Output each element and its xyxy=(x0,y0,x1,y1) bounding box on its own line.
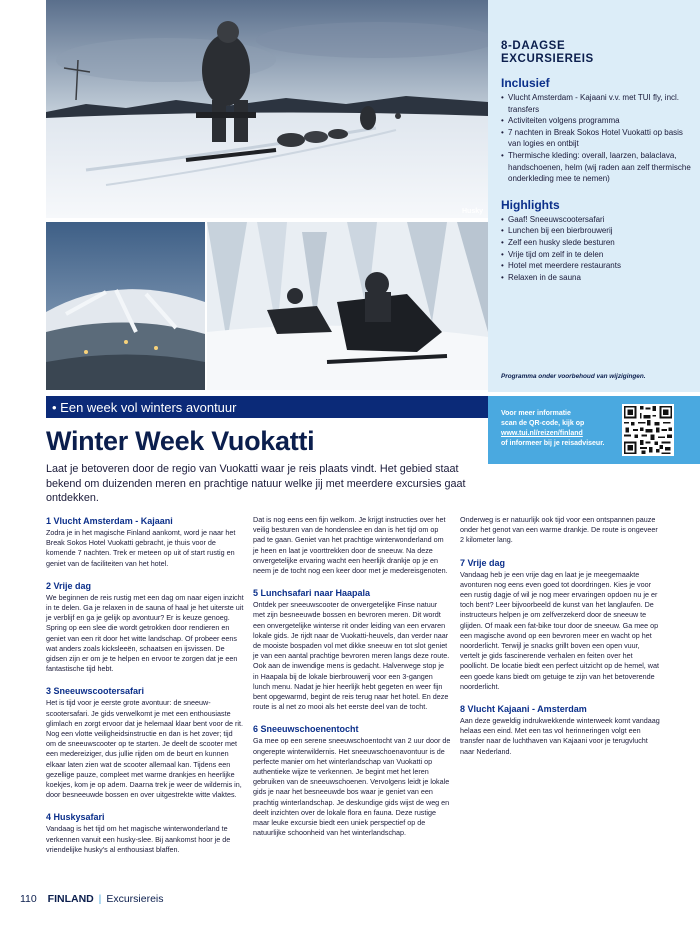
footer-country: FINLAND xyxy=(47,893,94,905)
day-4-section xyxy=(46,811,244,855)
ski-resort-photo xyxy=(46,222,205,390)
list-item: • Activiteiten volgens programma xyxy=(501,115,692,127)
page-footer xyxy=(20,893,164,905)
itinerary-column-2 xyxy=(253,515,451,849)
tui-finland-link[interactable]: www.tui.nl/reizen/finland xyxy=(501,430,583,437)
day-6-section xyxy=(253,723,451,838)
trip-type-line1: 8-DAAGSE xyxy=(501,40,566,52)
trip-info-panel xyxy=(488,0,700,392)
day-4-continued xyxy=(253,515,451,576)
inclusief-heading: Inclusief xyxy=(501,76,550,90)
day-title: 2 Vrije dag xyxy=(46,580,92,591)
day-title: 7 Vrije dag xyxy=(460,557,506,568)
itinerary-column-3 xyxy=(460,515,660,768)
day-8-section xyxy=(460,703,660,757)
day-text: Onderweg is er natuurlijk ook tijd voor een ontspannen pauze onder het genot van een warme drankje. De route is ongeveer 2 kilometer lang. xyxy=(460,515,658,545)
day-text: Aan deze geweldig indrukwekkende winterweek komt vandaag helaas een eind. Met een tas vol herinneringen volgt een transfer naar de luchthaven van Kajaani voor je terugvlucht naar Nederland. xyxy=(460,716,660,756)
day-title: 5 Lunchsafari naar Haapala xyxy=(253,588,371,599)
day-title: 6 Sneeuwschoenentocht xyxy=(253,724,359,735)
day-text: Ontdek per sneeuwscooter de onvergetelijke Finse natuur met zijn besneeuwde bossen en bevroren meren. Dit wordt een onvergetelijke winterse rit onder leiding van een ervaren lokale gids. Je rijdt naar de Vuokatti-heuvels, dan verder naar de mooiste bospaden vol met dikke sneeuw en tot slot geniet je van een aantal prachtige bevroren meren langs deze route. Ook aan de inwendige mens is gedacht. Halverwege stop je in Haapala bij de lokale bierbrouwerij voor een 3-gangen lunch menu. Nadat je hier heerlijk hebt gegeten en weer fijn bent opgewarmd, begint de reis terug naar het hotel. En deze route is al net zo mooi als het eerste deel van de tocht. xyxy=(253,600,450,712)
page-number: 110 xyxy=(20,893,37,905)
day-title: 1 Vlucht Amsterdam - Kajaani xyxy=(46,516,173,526)
list-item: • Gaaf! Sneeuwscootersafari xyxy=(501,214,692,226)
snowmobile-photo xyxy=(207,222,488,390)
list-item: • Zelf een husky slede besturen xyxy=(501,237,692,249)
day-text: Ga mee op een serene sneeuwschoentocht van 2 uur door de ongerepte winterwildernis. Het sneeuwschoenavontuur is de perfecte manier om het winterlandschap van Vuokatti op authentieke wijze te verkennen. Je begint met het leren gebruiken van de sneeuwschoenen. Vervolgens leidt je lokale gids je naar het besneeuwde bos waar je geniet van een prachtig winterlandschap. Je deskundige gids wijst de weg en deelt inzichten over de lokale flora en fauna. Deze rustige maar leuke excursie biedt een uniek perspectief op de natuurlijke schoonheid van het winterlandschap. xyxy=(253,736,451,838)
day-5-section xyxy=(253,587,451,712)
day-2-section xyxy=(46,580,244,675)
day-text: Dat is nog eens een fijn welkom. Je krijgt instructies over het veilig besturen van de hondenslee en dan is het tijd om op pad te gaan. Geniet van het prachtige winterwonderland om je heen en laat je voorttrekken door de sneeuw. Na deze onvergetelijke ervaring wacht een heerlijk drankje op je en neem je de tocht nog een keer door met je medereisgenoten. xyxy=(253,515,448,576)
day-title: 3 Sneeuwscootersafari xyxy=(46,686,145,697)
trip-type-line2: EXCURSIEREIS xyxy=(501,53,594,65)
page-title: Winter Week Vuokatti xyxy=(46,426,315,456)
day-6-continued xyxy=(460,515,660,546)
day-text: Vandaag heb je een vrije dag en laat je je meegemaakte avonturen nog eens even goed tot doordringen. Kies je voor een rustig dagje of wil je nog meer ervaringen opdoen nu je er toch bent? Leer bijvoorbeeld de kunst van het langlaufen. De instructeurs helpen je om zelfverzekerd door de sneeuw te glijden. Of maak een fat-bike tour door de sneeuw. Ga mee op een magische avond op een bevroren meer en wacht op het noorderlicht. Terwijl je snacks grillt boven een open vuur, vertelt je gids fascinerende verhalen en feiten over het poollicht. De locatie biedt een perfect uitzicht op de hemel, wat een goede kans biedt om getuige te zijn van het betoverende noorderlicht. xyxy=(460,569,659,691)
highlights-list xyxy=(501,214,692,284)
day-title: 8 Vlucht Kajaani - Amsterdam xyxy=(460,704,587,715)
highlights-heading: Highlights xyxy=(501,197,560,212)
list-item: • Hotel met meerdere restaurants xyxy=(501,260,692,272)
qr-info-text xyxy=(501,409,616,449)
day-7-section xyxy=(460,557,660,692)
day-text: Zodra je in het magische Finland aankomt, word je naar het Break Sokos Hotel Vuokatti gebracht, je thuis voor de komende 7 nachten. Trek er meteen op uit of start rustig en geniet van de faciliteiten van het hotel. xyxy=(46,528,236,568)
trip-type-title xyxy=(501,40,692,66)
program-disclaimer: Programma onder voorbehoud van wijzigingen. xyxy=(501,373,646,380)
inclusief-list xyxy=(501,92,692,185)
qr-line2: scan de QR-code, kijk op xyxy=(501,420,585,427)
list-item: • Vrije tijd om zelf in te delen xyxy=(501,249,692,261)
list-item: • Lunchen bij een bierbrouwerij xyxy=(501,225,692,237)
day-3-section xyxy=(46,685,244,800)
tagline-banner: • Een week vol winters avontuur xyxy=(46,396,488,418)
qr-line3: of informeer bij je reisadviseur. xyxy=(501,440,605,447)
list-item: • Thermische kleding: overall, laarzen, balaclava, handschoenen, helm (wij raden aan zelf thermische onderkleding mee te nemen) xyxy=(501,150,692,185)
day-title: 4 Huskysafari xyxy=(46,812,105,823)
qr-info-box xyxy=(488,396,700,464)
day-text: Het is tijd voor je eerste grote avontuur: de sneeuw-scootersafari. Je gids verwelkomt je met een enthousiaste glimlach en zorgt ervoor dat je helemaal klaar bent voor de rit. Nog een vlotte veiligheidsinstructie en dan is het zover; tijd om de sneeuwscooter op te starten. Je deelt de scooter met een medereiziger, dus jullie rijden om de beurt en kunnen elkaar laten zien wat de scooter allemaal kan. Tijdens een gezellige pauze, compleet met warme drankjes en heerlijke koekjes, kom je op adem. Daarna trek je weer de wildernis in, door besneeuwde bossen en over uitgestrekte witte vlaktes. xyxy=(46,698,243,800)
itinerary-column-1 xyxy=(46,515,244,866)
list-item: • Vlucht Amsterdam - Kajaani v.v. met TUI fly, incl. transfers xyxy=(501,92,692,115)
qr-line1: Voor meer informatie xyxy=(501,410,571,417)
qr-code-icon[interactable] xyxy=(622,404,674,456)
day-text: Vandaag is het tijd om het magische winterwonderland te verkennen vanuit een husky-slee. Bij aankomst hoor je de vriendelijke husky's al enthousiast blaffen. xyxy=(46,824,231,854)
day-1-section xyxy=(46,515,244,569)
footer-separator: | xyxy=(98,893,102,905)
list-item: • Relaxen in de sauna xyxy=(501,272,692,284)
day-text: We beginnen de reis rustig met een dag om naar eigen inzicht in te delen. Ga je relaxen in de sauna of haal je het uiterste uit je verblijf en ga je gelijk op avontuur? Er is keuze genoeg. Spring op een slee die wordt getrokken door rendieren en geniet van een rit door het witte landschap. Of probeer eens wat anders zoals kicksleeën, schaatsen en ijsvissen. De gidsen zijn er om je te helpen en ervoor te zorgen dat je een fantastische tijd hebt. xyxy=(46,592,244,674)
footer-section: Excursiereis xyxy=(106,893,164,905)
husky-sled-photo xyxy=(46,0,488,218)
list-item: • 7 nachten in Break Sokos Hotel Vuokatti op basis van logies en ontbijt xyxy=(501,127,692,150)
husky-photo-caption: Husky xyxy=(461,208,483,215)
intro-paragraph: Laat je betoveren door de regio van Vuokatti waar je reis plaats vindt. Het gebied staat bekend om duizenden meren en prachtige natuur welke jij met meerdere excursies gaat ontdekken. xyxy=(46,463,466,505)
